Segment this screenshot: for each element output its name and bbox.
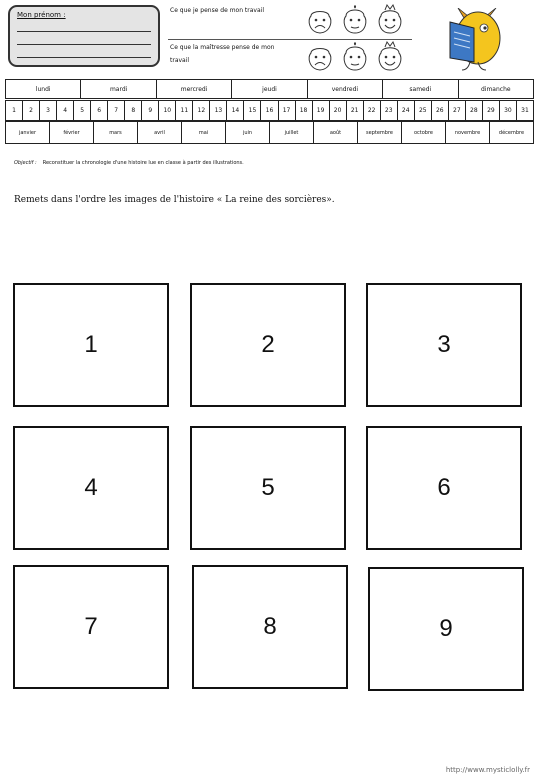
picture-box-1[interactable]: 1: [13, 283, 169, 407]
date-cell[interactable]: 18: [295, 101, 312, 121]
date-cell[interactable]: 21: [346, 101, 363, 121]
objective-text: Reconstituer la chronologie d'une histoire lue en classe à partir des illustrations.: [42, 160, 244, 166]
date-cell[interactable]: 7: [108, 101, 125, 121]
sad-face-icon[interactable]: [305, 6, 335, 36]
date-cell[interactable]: 19: [312, 101, 329, 121]
weekday-cell[interactable]: vendredi: [307, 80, 382, 99]
sad-face-icon[interactable]: [305, 43, 335, 73]
eval-divider: [168, 39, 412, 40]
weekday-cell[interactable]: lundi: [6, 80, 81, 99]
date-cell[interactable]: 12: [193, 101, 210, 121]
name-line[interactable]: [17, 31, 151, 32]
date-cell[interactable]: 26: [431, 101, 448, 121]
date-cell[interactable]: 15: [244, 101, 261, 121]
weekday-cell[interactable]: mercredi: [156, 80, 231, 99]
date-cell[interactable]: 31: [516, 101, 533, 121]
picture-box-9[interactable]: 9: [368, 567, 524, 691]
teacher-eval-label: Ce que la maîtresse pense de mon travail: [170, 44, 275, 64]
month-cell[interactable]: novembre: [446, 122, 490, 144]
date-cell[interactable]: 28: [465, 101, 482, 121]
picture-box-6[interactable]: 6: [366, 426, 522, 550]
month-row: [5, 121, 534, 144]
date-cell[interactable]: 14: [227, 101, 244, 121]
date-cell[interactable]: 4: [57, 101, 74, 121]
name-line[interactable]: [17, 44, 151, 45]
picture-box-8[interactable]: 8: [192, 565, 348, 689]
month-cell[interactable]: décembre: [490, 122, 534, 144]
picture-box-5[interactable]: 5: [190, 426, 346, 550]
name-line[interactable]: [17, 57, 151, 58]
weekday-cell[interactable]: mardi: [81, 80, 156, 99]
month-cell[interactable]: octobre: [402, 122, 446, 144]
month-cell[interactable]: août: [314, 122, 358, 144]
month-cell[interactable]: juin: [226, 122, 270, 144]
date-cell[interactable]: 16: [261, 101, 278, 121]
date-cell[interactable]: 20: [329, 101, 346, 121]
month-cell[interactable]: juillet: [270, 122, 314, 144]
date-cell[interactable]: 23: [380, 101, 397, 121]
objective-label: Objectif :: [14, 160, 37, 166]
neutral-face-icon[interactable]: [340, 4, 370, 36]
date-cell[interactable]: 11: [176, 101, 193, 121]
date-cell[interactable]: 6: [91, 101, 108, 121]
date-cell[interactable]: 24: [397, 101, 414, 121]
date-cell[interactable]: 25: [414, 101, 431, 121]
weekday-cell[interactable]: samedi: [383, 80, 458, 99]
date-cell[interactable]: 2: [23, 101, 40, 121]
month-cell[interactable]: janvier: [6, 122, 50, 144]
picture-box-4[interactable]: 4: [13, 426, 169, 550]
date-cell[interactable]: 17: [278, 101, 295, 121]
weekday-cell[interactable]: dimanche: [458, 80, 533, 99]
picture-box-2[interactable]: 2: [190, 283, 346, 407]
month-cell[interactable]: septembre: [358, 122, 402, 144]
date-cell[interactable]: 9: [142, 101, 159, 121]
happy-face-icon[interactable]: [375, 4, 405, 36]
name-box: [8, 5, 160, 67]
month-cell[interactable]: avril: [138, 122, 182, 144]
weekday-cell[interactable]: jeudi: [232, 80, 307, 99]
picture-box-7[interactable]: 7: [13, 565, 169, 689]
name-label: Mon prénom :: [17, 11, 66, 19]
neutral-face-icon[interactable]: [340, 41, 370, 73]
date-cell[interactable]: 30: [499, 101, 516, 121]
mascot-reading-icon: [444, 8, 504, 74]
picture-box-3[interactable]: 3: [366, 283, 522, 407]
date-cell[interactable]: 27: [448, 101, 465, 121]
date-cell[interactable]: 1: [6, 101, 23, 121]
weekday-row: [5, 79, 534, 99]
date-cell[interactable]: 29: [482, 101, 499, 121]
date-cell[interactable]: 5: [74, 101, 91, 121]
date-cell[interactable]: 8: [125, 101, 142, 121]
month-cell[interactable]: février: [50, 122, 94, 144]
date-cell[interactable]: 13: [210, 101, 227, 121]
month-cell[interactable]: mars: [94, 122, 138, 144]
happy-face-icon[interactable]: [375, 41, 405, 73]
date-row: [5, 100, 534, 121]
date-cell[interactable]: 3: [40, 101, 57, 121]
date-cell[interactable]: 10: [159, 101, 176, 121]
instruction: Remets dans l'ordre les images de l'histoire « La reine des sorcières».: [14, 195, 335, 205]
footer-url[interactable]: http://www.mysticlolly.fr: [445, 766, 530, 774]
self-eval-label: Ce que je pense de mon travail: [170, 7, 264, 14]
date-cell[interactable]: 22: [363, 101, 380, 121]
objective: [14, 160, 244, 166]
month-cell[interactable]: mai: [182, 122, 226, 144]
